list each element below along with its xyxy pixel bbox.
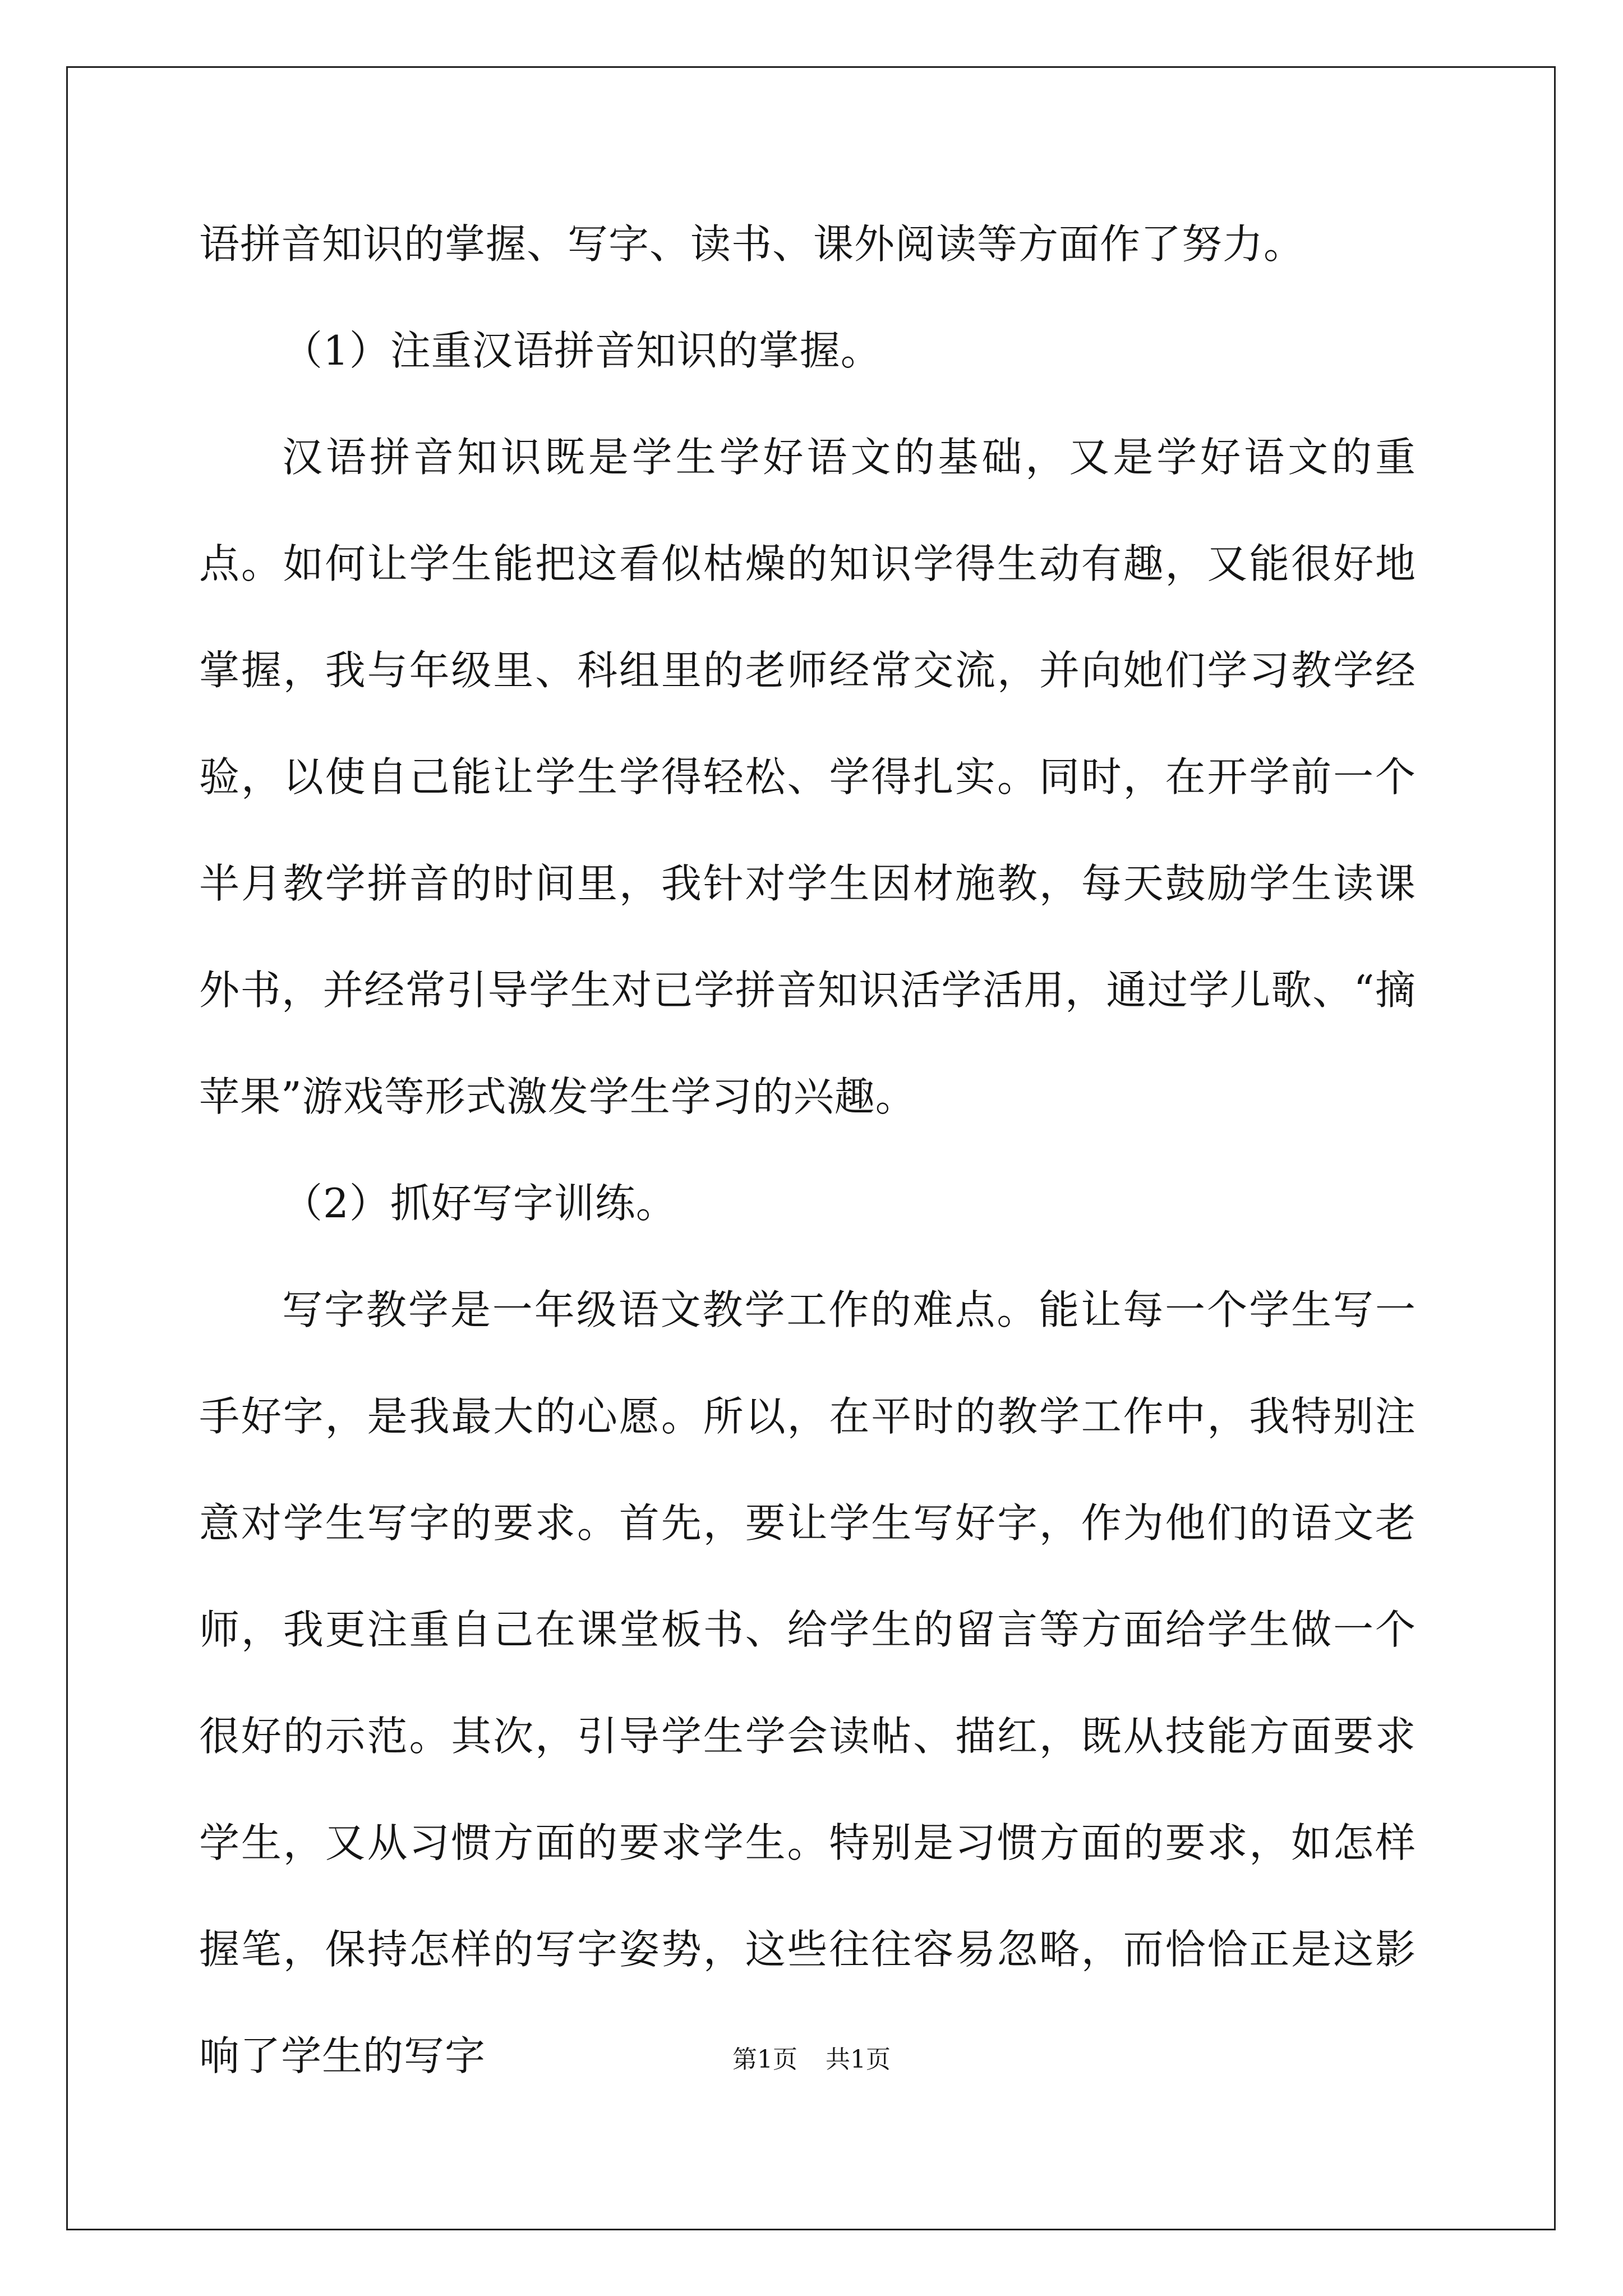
page-footer [0,2039,1623,2075]
paragraph-1: 语拼音知识的掌握、写字、读书、课外阅读等方面作了努力。 [199,220,1305,268]
paragraph-5: 写字教学是一年级语文教学工作的难点。能让每一个学生写一手好字，是我最大的心愿。所以，在平时的教学工作中，我特别注意对学生写字的要求。首先，要让学生写好字，作为他们的语文老师，我更注重自己在课堂板书、给学生的留言等方面给学生做一个很好的示范。其次，引导学生学会读帖、描红，既从技能方面要求学生，又从习惯方面的要求学生。特别是习惯方面的要求，如怎样握笔，保持怎样的写字姿势，这些往往容易忽略，而恰恰正是这影响了学生的写字 [199,1286,1416,2079]
paragraph-4-heading: （2）抓好写字训练。 [282,1180,677,1227]
paragraph-2-heading: （1）注重汉语拼音知识的掌握。 [282,327,882,374]
paragraph-3: 汉语拼音知识既是学生学好语文的基础，又是学好语文的重点。如何让学生能把这看似枯燥的知识学得生动有趣，又能很好地掌握，我与年级里、科组里的老师经常交流，并向她们学习教学经验，以使自己能让学生学得轻松、学得扎实。同时，在开学前一个半月教学拼音的时间里，我针对学生因材施教，每天鼓励学生读课外书，并经常引导学生对已学拼音知识活学活用，通过学儿歌、“摘苹果”游戏等形式激发学生学习的兴趣。 [199,434,1416,1120]
page-number: 第1页 [732,2045,797,2074]
page-total: 共1页 [826,2045,891,2074]
document-body [199,191,1416,2109]
